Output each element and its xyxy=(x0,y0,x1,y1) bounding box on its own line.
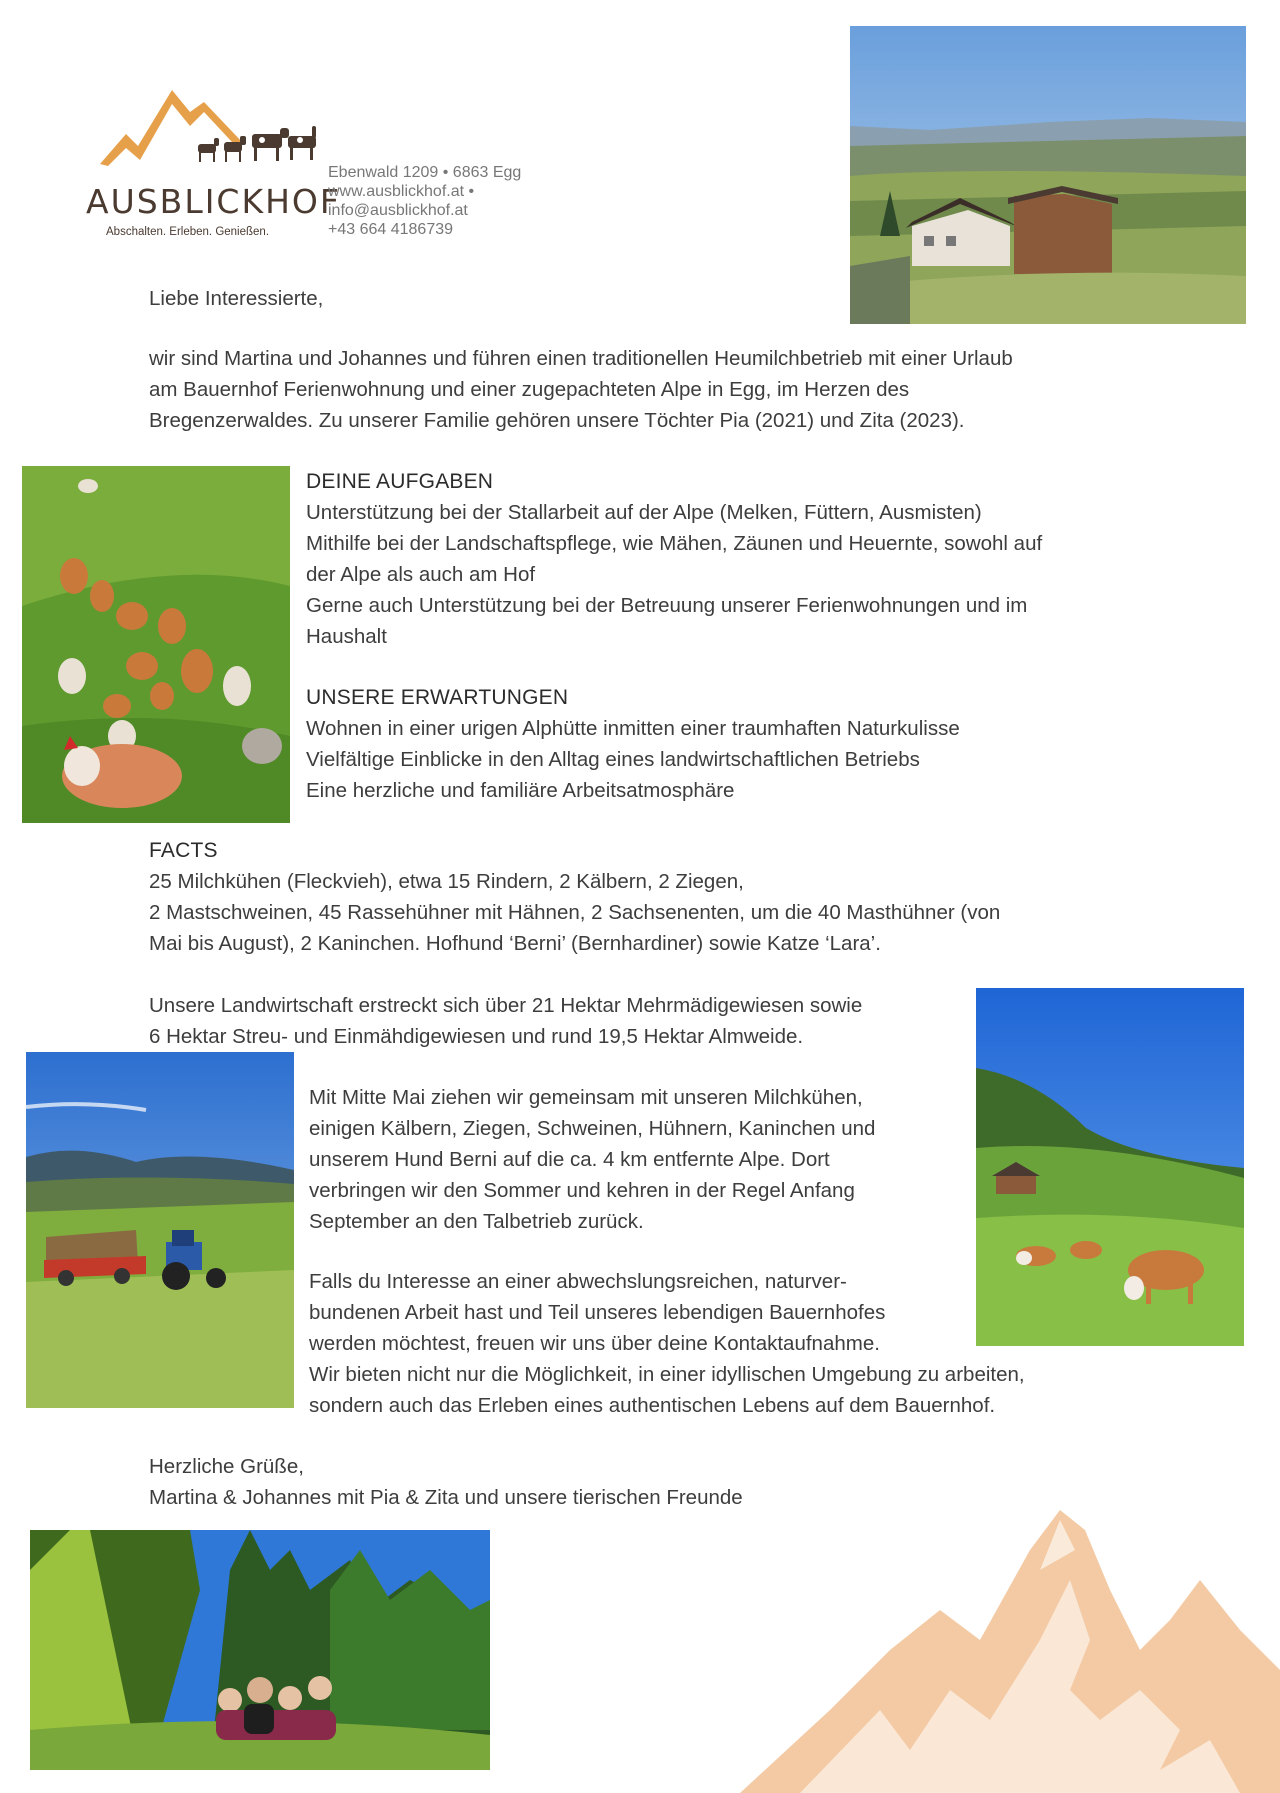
closing-signature: Martina & Johannes mit Pia & Zita und unsere tierischen Freunde xyxy=(149,1486,743,1509)
facts-line: 2 Mastschweinen, 45 Rassehühner mit Hähnen, 2 Sachsenenten, um die 40 Masthühner (von xyxy=(149,901,1001,924)
aufgaben-heading: DEINE AUFGABEN xyxy=(306,470,494,493)
interesse-line: werden möchtest, freuen wir uns über deine Kontaktaufnahme. xyxy=(309,1332,880,1355)
alpe-line: Mit Mitte Mai ziehen wir gemeinsam mit unseren Milchkühen, xyxy=(309,1086,863,1109)
tagline: Abschalten. Erleben. Genießen. xyxy=(106,226,270,238)
contact-info xyxy=(328,163,521,239)
aufgaben-list xyxy=(306,497,1042,652)
intro-line: wir sind Martina und Johannes und führen einen traditionellen Heumilchbetrieb mit einer Urlaub xyxy=(149,347,1013,370)
facts-heading: FACTS xyxy=(149,839,218,862)
landwirtschaft-line: Unsere Landwirtschaft erstreckt sich über 21 Hektar Mehrmädigewiesen sowie xyxy=(149,994,863,1017)
intro-paragraph xyxy=(149,343,1013,436)
website-link[interactable]: www.ausblickhof.at • xyxy=(328,183,475,200)
email-link[interactable]: info@ausblickhof.at xyxy=(328,202,468,219)
interesse-line: Falls du Interesse an einer abwechslungsreichen, naturver- xyxy=(309,1270,847,1293)
alpe-line: verbringen wir den Sommer und kehren in der Regel Anfang xyxy=(309,1179,855,1202)
erwartungen-list xyxy=(306,713,960,806)
facts-text xyxy=(149,866,1000,959)
aufgaben-item: Gerne auch Unterstützung bei der Betreuung unserer Ferienwohnungen und im xyxy=(306,594,1028,617)
interesse-line: Wir bieten nicht nur die Möglichkeit, in einer idyllischen Umgebung zu arbeiten, xyxy=(309,1363,1025,1386)
brand-name: AUSBLICKHOF xyxy=(86,182,341,221)
phone-number: +43 664 4186739 xyxy=(328,221,454,238)
erwartungen-heading: UNSERE ERWARTUNGEN xyxy=(306,686,569,709)
erwartungen-item: Eine herzliche und familiäre Arbeitsatmosphäre xyxy=(306,779,735,802)
chickens-photo xyxy=(22,466,290,823)
aufgaben-item: der Alpe als auch am Hof xyxy=(306,563,536,586)
facts-line: Mai bis August), 2 Kaninchen. Hofhund ‘Berni’ (Bernhardiner) sowie Katze ‘Lara’. xyxy=(149,932,881,955)
erwartungen-item: Wohnen in einer urigen Alphütte inmitten einer traumhaften Naturkulisse xyxy=(306,717,960,740)
facts-line: 25 Milchkühen (Fleckvieh), etwa 15 Rindern, 2 Kälbern, 2 Ziegen, xyxy=(149,870,744,893)
logo xyxy=(86,82,341,242)
family-photo xyxy=(30,1530,490,1770)
intro-line: Bregenzerwaldes. Zu unserer Familie gehören unsere Töchter Pia (2021) und Zita (2023). xyxy=(149,409,965,432)
alpe-line: einigen Kälbern, Ziegen, Schweinen, Hühnern, Kaninchen und xyxy=(309,1117,876,1140)
landwirtschaft-paragraph xyxy=(149,990,862,1052)
landwirtschaft-line: 6 Hektar Streu- und Einmähdigewiesen und rund 19,5 Hektar Almweide. xyxy=(149,1025,804,1048)
erwartungen-item: Vielfältige Einblicke in den Alltag eines landwirtschaftlichen Betriebs xyxy=(306,748,920,771)
farm-photo xyxy=(850,26,1246,324)
aufgaben-item: Haushalt xyxy=(306,625,387,648)
mountain-watermark xyxy=(740,1490,1280,1793)
intro-line: am Bauernhof Ferienwohnung und einer zugepachteten Alpe in Egg, im Herzen des xyxy=(149,378,910,401)
interesse-line: bundenen Arbeit hast und Teil unseres lebendigen Bauernhofes xyxy=(309,1301,886,1324)
aufgaben-item: Unterstützung bei der Stallarbeit auf der Alpe (Melken, Füttern, Ausmisten) xyxy=(306,501,982,524)
closing-greeting: Herzliche Grüße, xyxy=(149,1455,304,1478)
alpe-line: unserem Hund Berni auf die ca. 4 km entfernte Alpe. Dort xyxy=(309,1148,830,1171)
tractor-photo xyxy=(26,1052,294,1408)
closing xyxy=(149,1451,743,1513)
address: Ebenwald 1209 • 6863 Egg xyxy=(328,164,522,181)
greeting: Liebe Interessierte, xyxy=(149,287,324,310)
aufgaben-item: Mithilfe bei der Landschaftspflege, wie Mähen, Zäunen und Heuernte, sowohl auf xyxy=(306,532,1043,555)
interesse-line: sondern auch das Erleben eines authentischen Lebens auf dem Bauernhof. xyxy=(309,1394,996,1417)
alpe-paragraph xyxy=(309,1082,875,1237)
interesse-paragraph xyxy=(309,1266,1025,1421)
alpe-line: September an den Talbetrieb zurück. xyxy=(309,1210,644,1233)
